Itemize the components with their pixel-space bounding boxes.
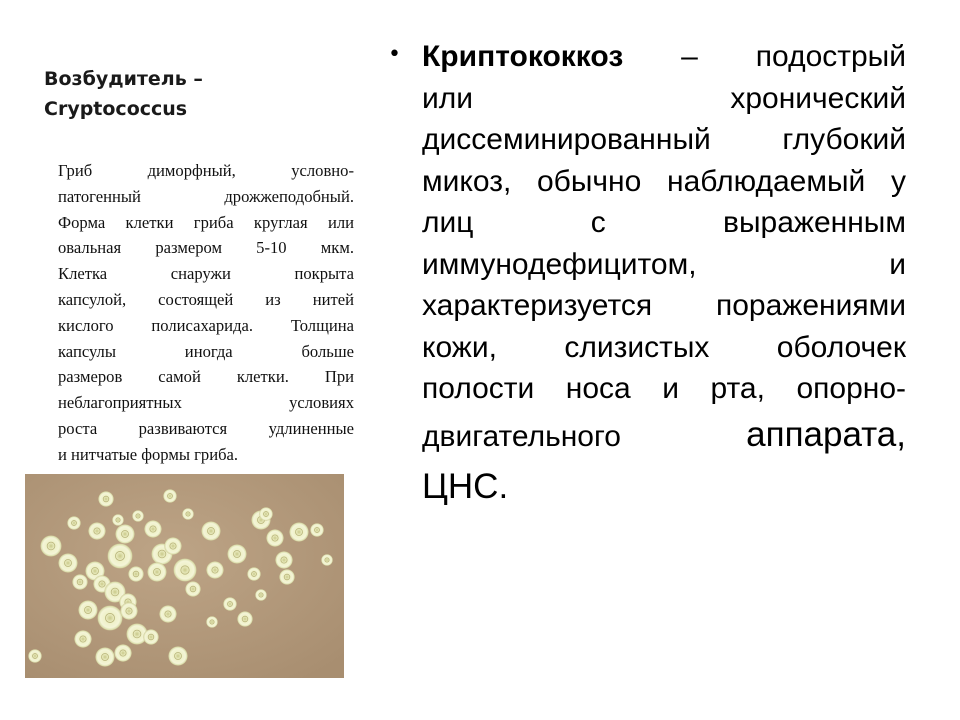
yeast-cell [95,647,115,667]
definition-line: диссеминированный глубокий [422,123,906,156]
description-line: размеров самой клетки. При [58,367,354,387]
pathogen-description [58,158,354,468]
yeast-cell [321,554,333,566]
description-line: и нитчатые формы гриба. [58,444,239,464]
yeast-cell [163,489,177,503]
description-line: роста развиваются удлиненные [58,418,354,438]
yeast-cell [168,646,188,666]
yeast-cell [120,602,138,620]
description-line: капсулы иногда больше [58,341,354,361]
yeast-cell [74,630,92,648]
yeast-cell [114,644,132,662]
yeast-cell [259,507,273,521]
yeast-cell [88,522,106,540]
definition-line: кожи, слизистых оболочек [422,330,906,364]
bullet-icon: • [388,42,401,67]
yeast-cell [28,649,42,663]
definition-line: лиц с выраженным [422,206,906,239]
yeast-cell [97,605,123,631]
description-line: неблагоприятных условиях [58,393,354,413]
yeast-cell [185,581,201,597]
pathogen-title [44,64,264,124]
yeast-cell [132,510,144,522]
yeast-cell [289,522,309,542]
definition-line: иммунодефицитом, и [422,247,906,281]
yeast-cell [147,562,167,582]
term-cryptococcosis: Криптококкоз [422,40,624,73]
yeast-cell [206,616,218,628]
definition-line: характеризуется поражениями [422,289,906,322]
yeast-cell [266,529,284,547]
cryptococcosis-definition [422,36,906,512]
yeast-cell [143,629,159,645]
yeast-cell [128,566,144,582]
yeast-cell [173,558,197,582]
yeast-cell [227,544,247,564]
yeast-cell [247,567,261,581]
description-line: кислого полисахарида. Толщина [58,315,354,335]
yeast-cell [279,569,295,585]
yeast-cell [40,535,62,557]
yeast-cell [223,597,237,611]
yeast-cell [164,537,182,555]
yeast-cell [275,551,293,569]
yeast-cell [159,605,177,623]
yeast-cell [182,508,194,520]
description-line: Гриб диморфный, условно- [58,161,354,180]
yeast-cell [72,574,88,590]
yeast-cell [58,553,78,573]
yeast-cell [206,561,224,579]
definition-line: или хронический [422,81,906,115]
pathogen-title-line2: Cryptococcus [44,98,188,120]
definition-line: Криптококкоз – подострый [422,40,906,73]
yeast-cell [310,523,324,537]
yeast-cell [67,516,81,530]
yeast-cell [115,524,135,544]
yeast-cell [237,611,253,627]
description-line: капсулой, состоящей из нитей [58,289,354,309]
yeast-cell [112,514,124,526]
definition-line: ЦНС. [422,466,509,506]
pathogen-title-line1: Возбудитель – [44,68,203,90]
yeast-cell [201,521,221,541]
cryptococcus-micrograph [25,474,344,678]
description-line: овальная размером 5-10 мкм. [58,238,354,258]
definition-line: двигательного аппарата, [422,414,906,454]
yeast-cell [98,491,114,507]
description-line: Форма клетки гриба круглая или [58,212,354,232]
yeast-cell [78,600,98,620]
yeast-cell [107,543,133,569]
yeast-cell [144,520,162,538]
yeast-cell [255,589,267,601]
description-line: Клетка снаружи покрыта [58,264,354,284]
definition-line: полости носа и рта, опорно- [422,372,906,405]
description-line: патогенный дрожжеподобный. [58,186,354,206]
definition-line: микоз, обычно наблюдаемый у [422,164,906,198]
